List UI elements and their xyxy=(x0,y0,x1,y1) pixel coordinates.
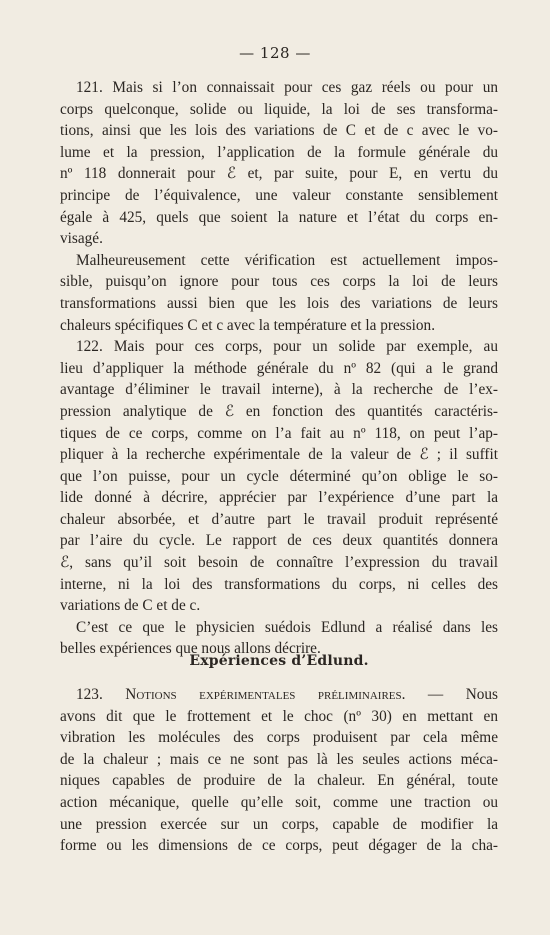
text-line: C’est ce que le physicien suédois Edlund a réalisé dans les xyxy=(76,618,498,636)
text-line: vibration les molécules des corps produisent par cela même xyxy=(60,729,498,747)
text-line: une pression exercée sur un corps, capable de modifier la xyxy=(60,815,498,833)
text-line: visagé. xyxy=(60,230,103,248)
text-line: Malheureusement cette vérification est actuellement impos- xyxy=(76,251,498,269)
text-line: de la chaleur ; mais ce ne sont pas là les seules actions méca- xyxy=(60,750,498,768)
text-line: chaleur absorbée, et d’autre part le travail produit représenté xyxy=(60,510,498,528)
text-line: principe de l’équivalence, une valeur constante sensiblement xyxy=(60,186,498,204)
page-number: — 128 — xyxy=(239,44,311,62)
text-line: action mécanique, quelle qu’elle soit, comme une traction ou xyxy=(60,793,498,811)
paragraph-number: 123. xyxy=(76,686,103,703)
text-line: corps quelconque, solide ou liquide, la loi de ses transforma- xyxy=(60,100,498,118)
text-line: 122. Mais pour ces corps, pour un solide par exemple, au xyxy=(76,338,498,356)
text-line: nº 118 donnerait pour ℰ et, par suite, pour E, en vertu du xyxy=(60,165,498,183)
text-line: transformations aussi bien que les lois des variations de leurs xyxy=(60,294,498,312)
text-line: niques capables de produire de la chaleur. En général, toute xyxy=(60,772,498,790)
text-line: que l’on puisse, pour un cycle déterminé qu’on oblige le so- xyxy=(60,467,498,485)
text-line: par l’aire du cycle. Le rapport de ces deux quantités donnera xyxy=(60,532,498,550)
body-text-lower xyxy=(60,684,498,857)
paragraph-first-line-rest: — Nous xyxy=(405,686,498,703)
paragraph-title: Notions expérimentales préliminaires. xyxy=(125,686,406,703)
text-line: lume et la pression, l’application de la formule générale du xyxy=(60,143,498,161)
text-line: pliquer à la recherche expérimentale de la valeur de ℰ ; il suffit xyxy=(60,446,498,464)
text-line: avons dit que le frottement et le choc (nº 30) en mettant en xyxy=(60,707,498,725)
text-line: lieu d’appliquer la méthode générale du nº 82 (qui a le grand xyxy=(60,359,498,377)
text-line: sible, puisqu’on ignore pour tous ces corps la loi de leurs xyxy=(60,273,498,291)
section-heading: Expériences d’Edlund. xyxy=(189,653,369,669)
text-line: tiques de ce corps, comme on l’a fait au nº 118, on peut l’ap- xyxy=(60,424,498,442)
paragraph-123-first-line xyxy=(60,684,498,706)
text-line: forme ou les dimensions de ce corps, peut dégager de la cha- xyxy=(60,837,498,855)
text-line: tions, ainsi que les lois des variations de C et de c avec le vo- xyxy=(60,122,498,140)
text-line: 121. Mais si l’on connaissait pour ces gaz réels ou pour un xyxy=(76,79,498,96)
section-heading-wrap xyxy=(60,650,498,669)
text-line: lide donné à décrire, apprécier par l’expérience d’une part la xyxy=(60,489,498,507)
text-line: chaleurs spécifiques C et c avec la température et la pression. xyxy=(60,316,436,334)
text-line: interne, ni la loi des transformations du corps, ni celles des xyxy=(60,575,498,593)
text-line: variations de C et de c. xyxy=(60,597,201,615)
text-line: pression analytique de ℰ en fonction des quantités caractéris- xyxy=(60,402,498,420)
text-line: belles expériences que nous allons décrire. xyxy=(60,640,321,658)
body-text-upper xyxy=(60,77,498,660)
text-line: égale à 425, quels que soient la nature et l’état du corps en- xyxy=(60,208,498,226)
text-line: ℰ, sans qu’il soit besoin de connaître l’expression du travail xyxy=(60,554,498,572)
text-line: avantage d’éliminer le travail interne), à la recherche de l’ex- xyxy=(60,381,498,399)
